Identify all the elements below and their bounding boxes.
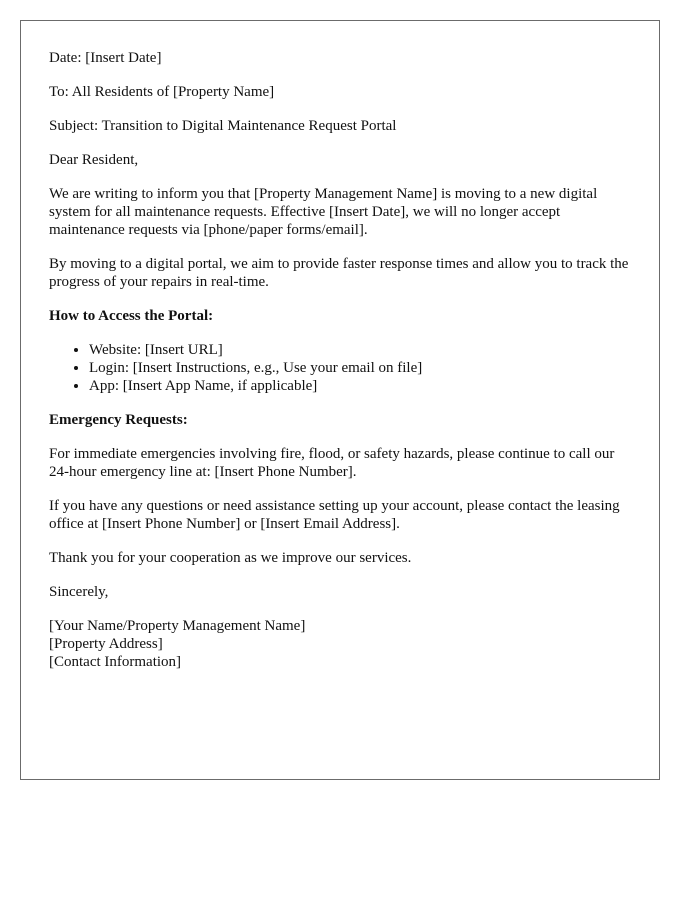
- signature-block: [49, 617, 631, 671]
- salutation: Dear Resident,: [49, 152, 139, 168]
- access-list: [49, 341, 631, 395]
- date-line: Date: [Insert Date]: [49, 50, 162, 66]
- closing: Sincerely,: [49, 584, 109, 600]
- signature-name: [Your Name/Property Management Name]: [49, 618, 306, 634]
- signature-address: [Property Address]: [49, 636, 163, 652]
- letter-document: [20, 20, 660, 780]
- signature-contact: [Contact Information]: [49, 654, 182, 670]
- access-item-login: • Login: [Insert Instructions, e.g., Use your email on file]: [89, 359, 631, 377]
- subject-line: Subject: Transition to Digital Maintenance Request Portal: [49, 118, 397, 134]
- intro-paragraph: We are writing to inform you that [Property Management Name] is moving to a new digital system for all maintenance requests. Effective [Insert Date], we will no longer accept maintenance requests via [phone/paper forms/email].: [49, 186, 598, 238]
- recipient-line: To: All Residents of [Property Name]: [49, 84, 275, 100]
- questions-paragraph: If you have any questions or need assistance setting up your account, please contact the leasing office at [Insert Phone Number] or [Insert Email Address].: [49, 498, 620, 532]
- access-item-app: • App: [Insert App Name, if applicable]: [89, 377, 631, 395]
- benefit-paragraph: By moving to a digital portal, we aim to provide faster response times and allow you to track the progress of your repairs in real-time.: [49, 256, 629, 290]
- thanks-paragraph: Thank you for your cooperation as we improve our services.: [49, 550, 412, 566]
- emergency-heading: Emergency Requests:: [49, 412, 188, 428]
- access-item-website: • Website: [Insert URL]: [89, 341, 631, 359]
- emergency-paragraph: For immediate emergencies involving fire, flood, or safety hazards, please continue to call our 24-hour emergency line at: [Insert Phone Number].: [49, 446, 615, 480]
- access-heading: How to Access the Portal:: [49, 308, 214, 324]
